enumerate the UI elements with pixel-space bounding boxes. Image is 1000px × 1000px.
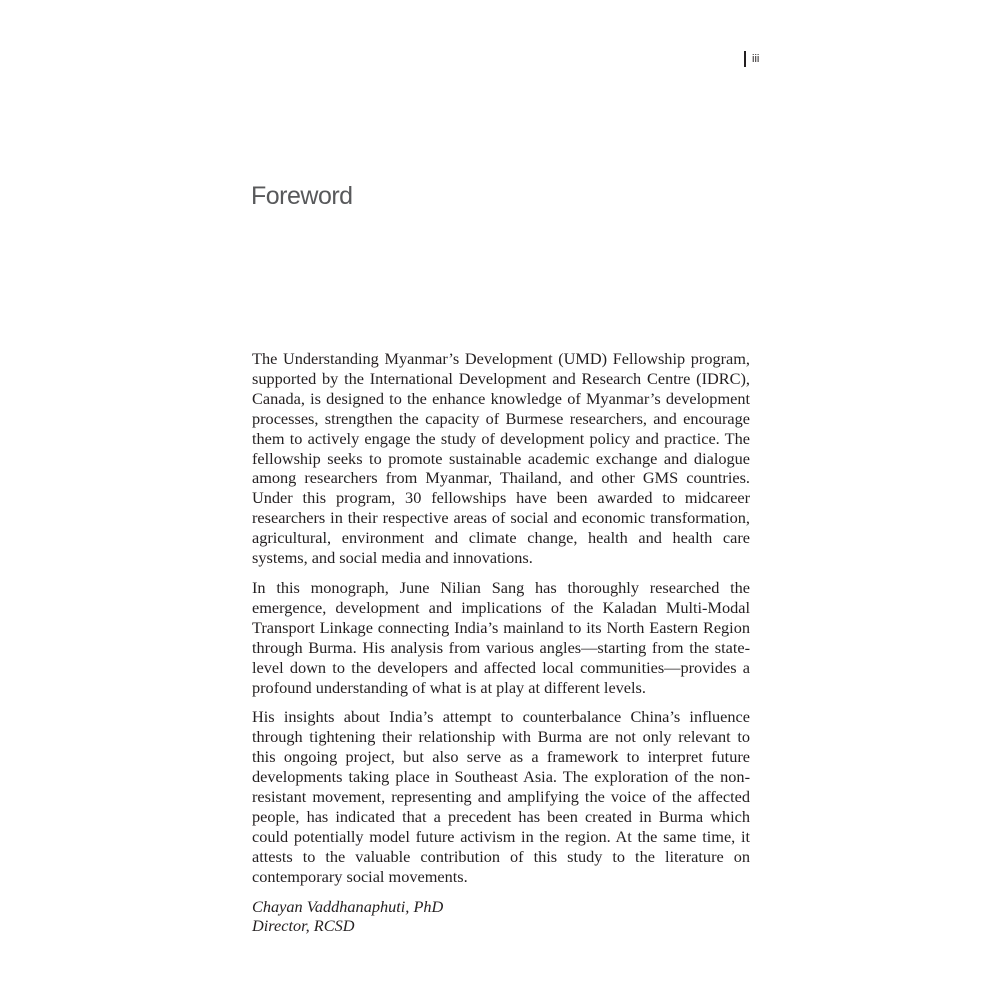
paragraph-2: In this monograph, June Nilian Sang has thoroughly researched the emergence, development and implications of the Kaladan Multi-Modal Transport Linkage connecting India’s mainland to its North Eastern Region through Burma. His analysis from various angles—starting from the state-level down to the developers and affected local communities—provides a profound understanding of what is at play at different levels. [252, 577, 750, 697]
signature-position: Director, RCSD [252, 916, 355, 936]
paragraph-3: His insights about India’s attempt to counterbalance China’s influence through tightening their relationship with Burma are not only relevant to this ongoing project, but also serve as a framework to interpret future developments taking place in Southeast Asia. The exploration of the non-resistant movement, representing and amplifying the voice of the affected people, has indicated that a precedent has been created in Burma which could potentially model future activism in the region. At the same time, it attests to the valuable contribution of this study to the literature on contemporary social movements. [252, 707, 750, 886]
page-title: Foreword [251, 182, 353, 210]
signature-block [252, 897, 750, 937]
page-number [744, 50, 759, 68]
signature-name: Chayan Vaddhanaphuti, PhD [252, 896, 444, 916]
paragraph-1: The Understanding Myanmar’s Development (UMD) Fellowship program, supported by the International Development and Research Centre (IDRC), Canada, is designed to the enhance knowledge of Myanmar’s development processes, strengthen the capacity of Burmese researchers, and encourage them to actively engage the study of development policy and practice. The fellowship seeks to promote sustainable academic exchange and dialogue among researchers from Myanmar, Thailand, and other GMS countries. Under this program, 30 fellowships have been awarded to midcareer researchers in their respective areas of social and economic transformation, agricultural, environment and climate change, health and health care systems, and social media and innovations. [252, 349, 750, 568]
page-number-text: iii [752, 53, 760, 65]
foreword-body [252, 349, 750, 936]
page-number-rule [744, 51, 746, 67]
